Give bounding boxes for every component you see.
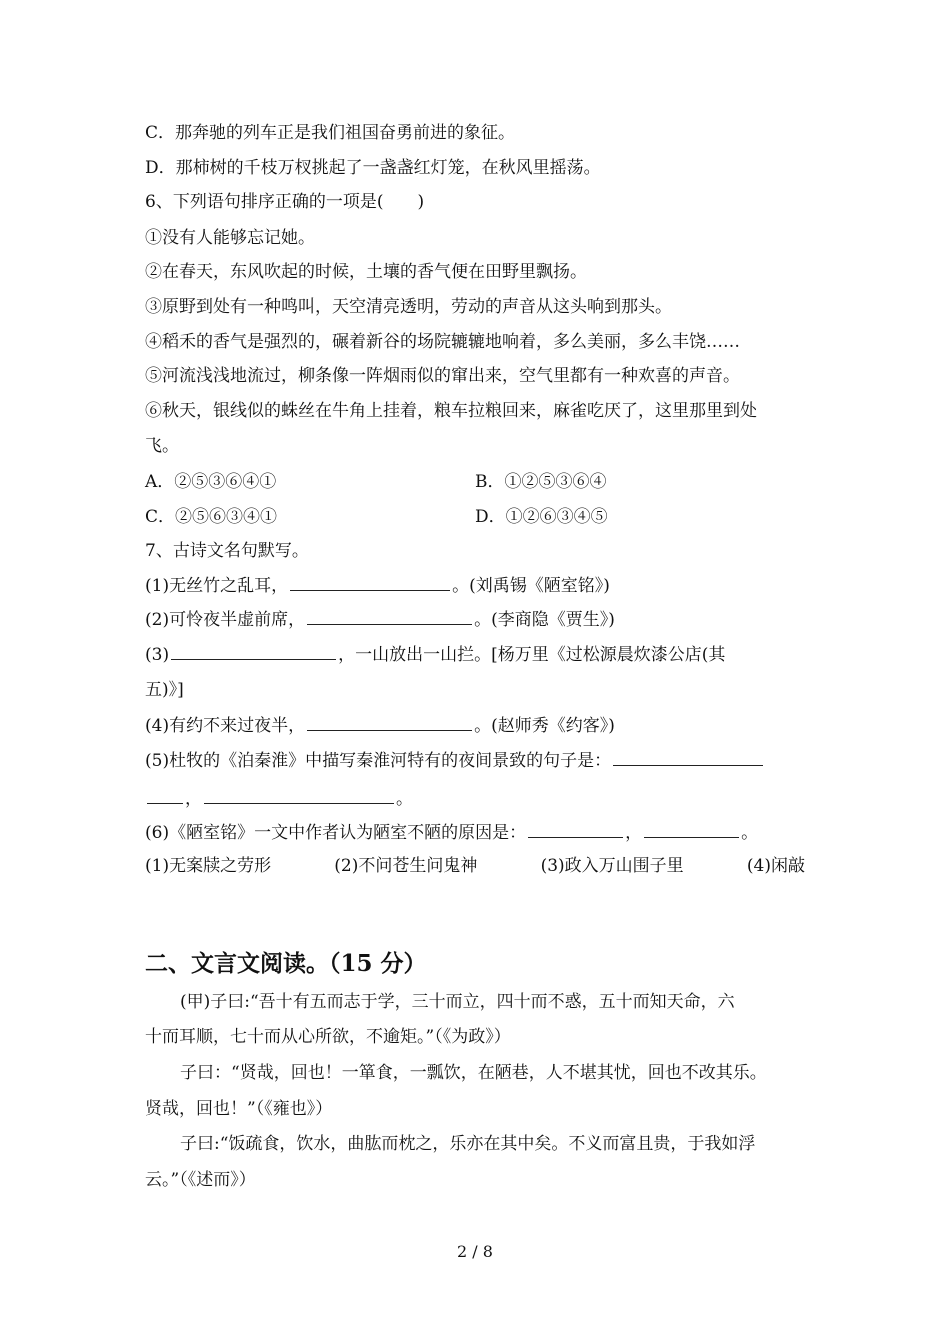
hint-option-1: (1)无案牍之劳形 (145, 856, 272, 876)
q7-item-5 (145, 749, 765, 772)
passage-2-line-1: 子曰：“贤哉，回也！一箪食，一瓢饮，在陋巷，人不堪其忧，回也不改其乐。 (180, 1063, 767, 1083)
q6-sentence-4: ④稻禾的香气是强烈的，碾着新谷的场院辘辘地响着，多么美丽，多么丰饶…… (145, 332, 740, 352)
passage-3-line-1: 子曰:“饭疏食，饮水，曲肱而枕之，乐亦在其中矣。不义而富且贵，于我如浮 (180, 1134, 756, 1154)
answer-blank[interactable] (290, 574, 450, 591)
q6-sentence-3: ③原野到处有一种鸣叫，天空清亮透明，劳动的声音从这头响到那头。 (145, 297, 672, 317)
q5-option-c: C．那奔驰的列车正是我们祖国奋勇前进的象征。 (145, 123, 516, 143)
q5-option-d: D．那柿树的千枝万杈挑起了一盏盏红灯笼，在秋风里摇荡。 (145, 158, 601, 178)
q7-item-6-text: (6)《陋室铭》一文中作者认为陋室不陋的原因是： (145, 823, 527, 843)
answer-blank[interactable] (613, 749, 763, 766)
answer-blank[interactable] (307, 714, 472, 731)
q6-sentence-6-cont: 飞。 (145, 436, 179, 456)
q7-item-6-comma: ， (625, 823, 643, 843)
answer-blank[interactable] (204, 787, 394, 804)
q7-item-4-source: 。(赵师秀《约客》) (474, 716, 615, 736)
passage-1-line-1: (甲)子曰:“吾十有五而志于学，三十而立，四十而不惑，五十而知天命，六 (180, 992, 735, 1012)
q7-item-1 (145, 574, 610, 597)
answer-blank[interactable] (171, 643, 336, 660)
passage-3-line-2: 云。”（《述而》） (145, 1170, 256, 1190)
q7-item-2-source: 。(李商隐《贾生》) (474, 610, 615, 630)
q7-item-5-cont (145, 787, 413, 810)
q7-hint-options (145, 855, 805, 877)
q7-item-3-text: ，一山放出一山拦。[杨万里《过松源晨炊漆公店(其 (338, 645, 726, 665)
q7-stem: 7、古诗文名句默写。 (145, 541, 309, 561)
q6-option-d: D．①②⑥③④⑤ (475, 507, 608, 527)
q6-sentence-6: ⑥秋天，银线似的蛛丝在牛角上挂着，粮车拉粮回来，麻雀吃厌了，这里那里到处 (145, 401, 757, 421)
q7-item-5-period: 。 (396, 789, 413, 809)
q7-item-5-comma: ， (185, 789, 202, 809)
answer-blank[interactable] (528, 821, 623, 838)
page-number: 2 / 8 (457, 1242, 493, 1261)
q6-stem: 6、下列语句排序正确的一项是( ) (145, 192, 425, 212)
q7-item-1-source: 。(刘禹锡《陋室铭》) (452, 576, 610, 596)
q6-option-a: A．②⑤③⑥④① (145, 472, 277, 492)
q6-option-b: B．①②⑤③⑥④ (475, 472, 607, 492)
q7-item-3-cont: 五)》] (145, 680, 184, 700)
q7-item-6 (145, 821, 758, 844)
q7-item-6-period: 。 (741, 823, 759, 843)
q6-sentence-5: ⑤河流浅浅地流过，柳条像一阵烟雨似的窜出来，空气里都有一种欢喜的声音。 (145, 366, 740, 386)
passage-1-line-2: 十而耳顺，七十而从心所欲，不逾矩。”（《为政》） (145, 1027, 511, 1047)
passage-2-line-2: 贤哉，回也！”（《雍也》） (145, 1099, 333, 1119)
q7-item-3-number: (3) (145, 645, 170, 665)
section-heading: 二、文言文阅读。（15 分） (145, 950, 427, 977)
q6-sentence-2: ②在春天，东风吹起的时候，土壤的香气便在田野里飘扬。 (145, 262, 587, 282)
q7-item-2 (145, 608, 615, 631)
answer-blank[interactable] (147, 787, 183, 804)
q7-item-1-text: (1)无丝竹之乱耳， (145, 576, 289, 596)
q6-option-c: C．②⑤⑥③④① (145, 507, 278, 527)
answer-blank[interactable] (644, 821, 739, 838)
q7-item-3 (145, 643, 725, 666)
answer-blank[interactable] (307, 608, 472, 625)
hint-option-3: (3)政入万山围子里 (540, 856, 684, 876)
hint-option-4: (4)闲敲 (746, 856, 805, 876)
q7-item-5-text: (5)杜牧的《泊秦淮》中描写秦淮河特有的夜间景致的句子是： (145, 751, 612, 771)
hint-option-2: (2)不问苍生问鬼神 (334, 856, 478, 876)
q7-item-4 (145, 714, 615, 737)
q7-item-2-text: (2)可怜夜半虚前席， (145, 610, 306, 630)
q6-sentence-1: ①没有人能够忘记她。 (145, 228, 315, 248)
q7-item-4-text: (4)有约不来过夜半， (145, 716, 306, 736)
